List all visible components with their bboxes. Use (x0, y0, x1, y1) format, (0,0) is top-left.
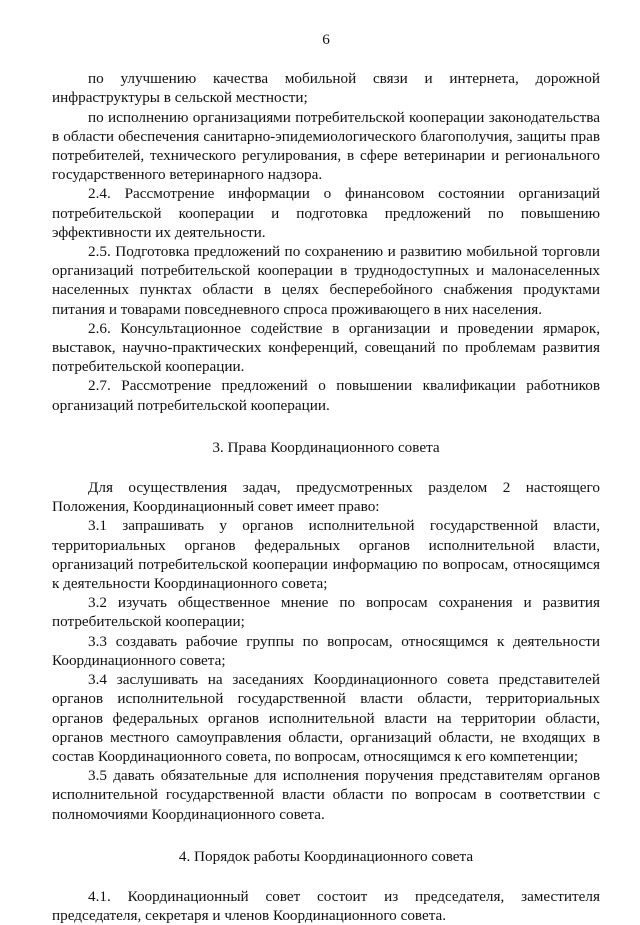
paragraph: Для осуществления задач, предусмотренных разделом 2 настоящего Положения, Координационный совет имеет право: (52, 479, 600, 516)
section-heading: 3. Права Координационного совета (212, 438, 440, 456)
paragraph: 3.4 заслушивать на заседаниях Координационного совета представителей органов исполнительной государственной власти области, территориальных органов федеральных органов исполнительной власти на территории области, органов местного самоуправления области, организаций области, не входящих в состав Координационного совета, по вопросам, относящимся к его компетенции; (52, 671, 600, 765)
paragraph: по улучшению качества мобильной связи и интернета, дорожной инфраструктуры в сельской местности; (52, 70, 600, 107)
paragraph: 3.5 давать обязательные для исполнения поручения представителям органов исполнительной государственной власти области по вопросам в соответствии с полномочиями Координационного совета. (52, 767, 600, 823)
paragraph: 4.1. Координационный совет состоит из председателя, заместителя председателя, секретаря и членов Координационного совета. (52, 887, 600, 925)
paragraph: 3.3 создавать рабочие группы по вопросам, относящимся к деятельности Координационного совета; (52, 632, 600, 669)
document-page (52, 30, 600, 925)
paragraph: 2.5. Подготовка предложений по сохранению и развитию мобильной торговли организаций потребительской кооперации в труднодоступных и малонаселенных населенных пунктах области в целях бесперебойного снабжения продуктами питания и товарами повседневного спроса проживающего в них населения. (52, 243, 600, 318)
section-heading: 4. Порядок работы Координационного совета (178, 847, 474, 865)
paragraph: 3.2 изучать общественное мнение по вопросам сохранения и развития потребительской кооперации; (52, 594, 600, 631)
paragraph: 2.4. Рассмотрение информации о финансовом состоянии организаций потребительской кооперации и подготовка предложений по повышению эффективности их деятельности. (52, 185, 600, 241)
paragraph: по исполнению организациями потребительской кооперации законодательства в области обеспечения санитарно-эпидемиологического благополучия, защиты прав потребителей, технического регулирования, в сфере ветеринарии и регионального государственного ветеринарного надзора. (52, 108, 600, 184)
page-number: 6 (322, 31, 330, 48)
paragraph: 2.6. Консультационное содействие в организации и проведении ярмарок, выставок, научно-практических конференций, совещаний по проблемам развития потребительской кооперации. (52, 319, 600, 376)
paragraph: 3.1 запрашивать у органов исполнительной государственной власти, территориальных органов федеральных органов исполнительной власти, организаций потребительской кооперации информацию по вопросам, относящимся к деятельности Координационного совета; (52, 517, 600, 593)
paragraph: 2.7. Рассмотрение предложений о повышении квалификации работников организаций потребительской кооперации. (52, 377, 600, 414)
